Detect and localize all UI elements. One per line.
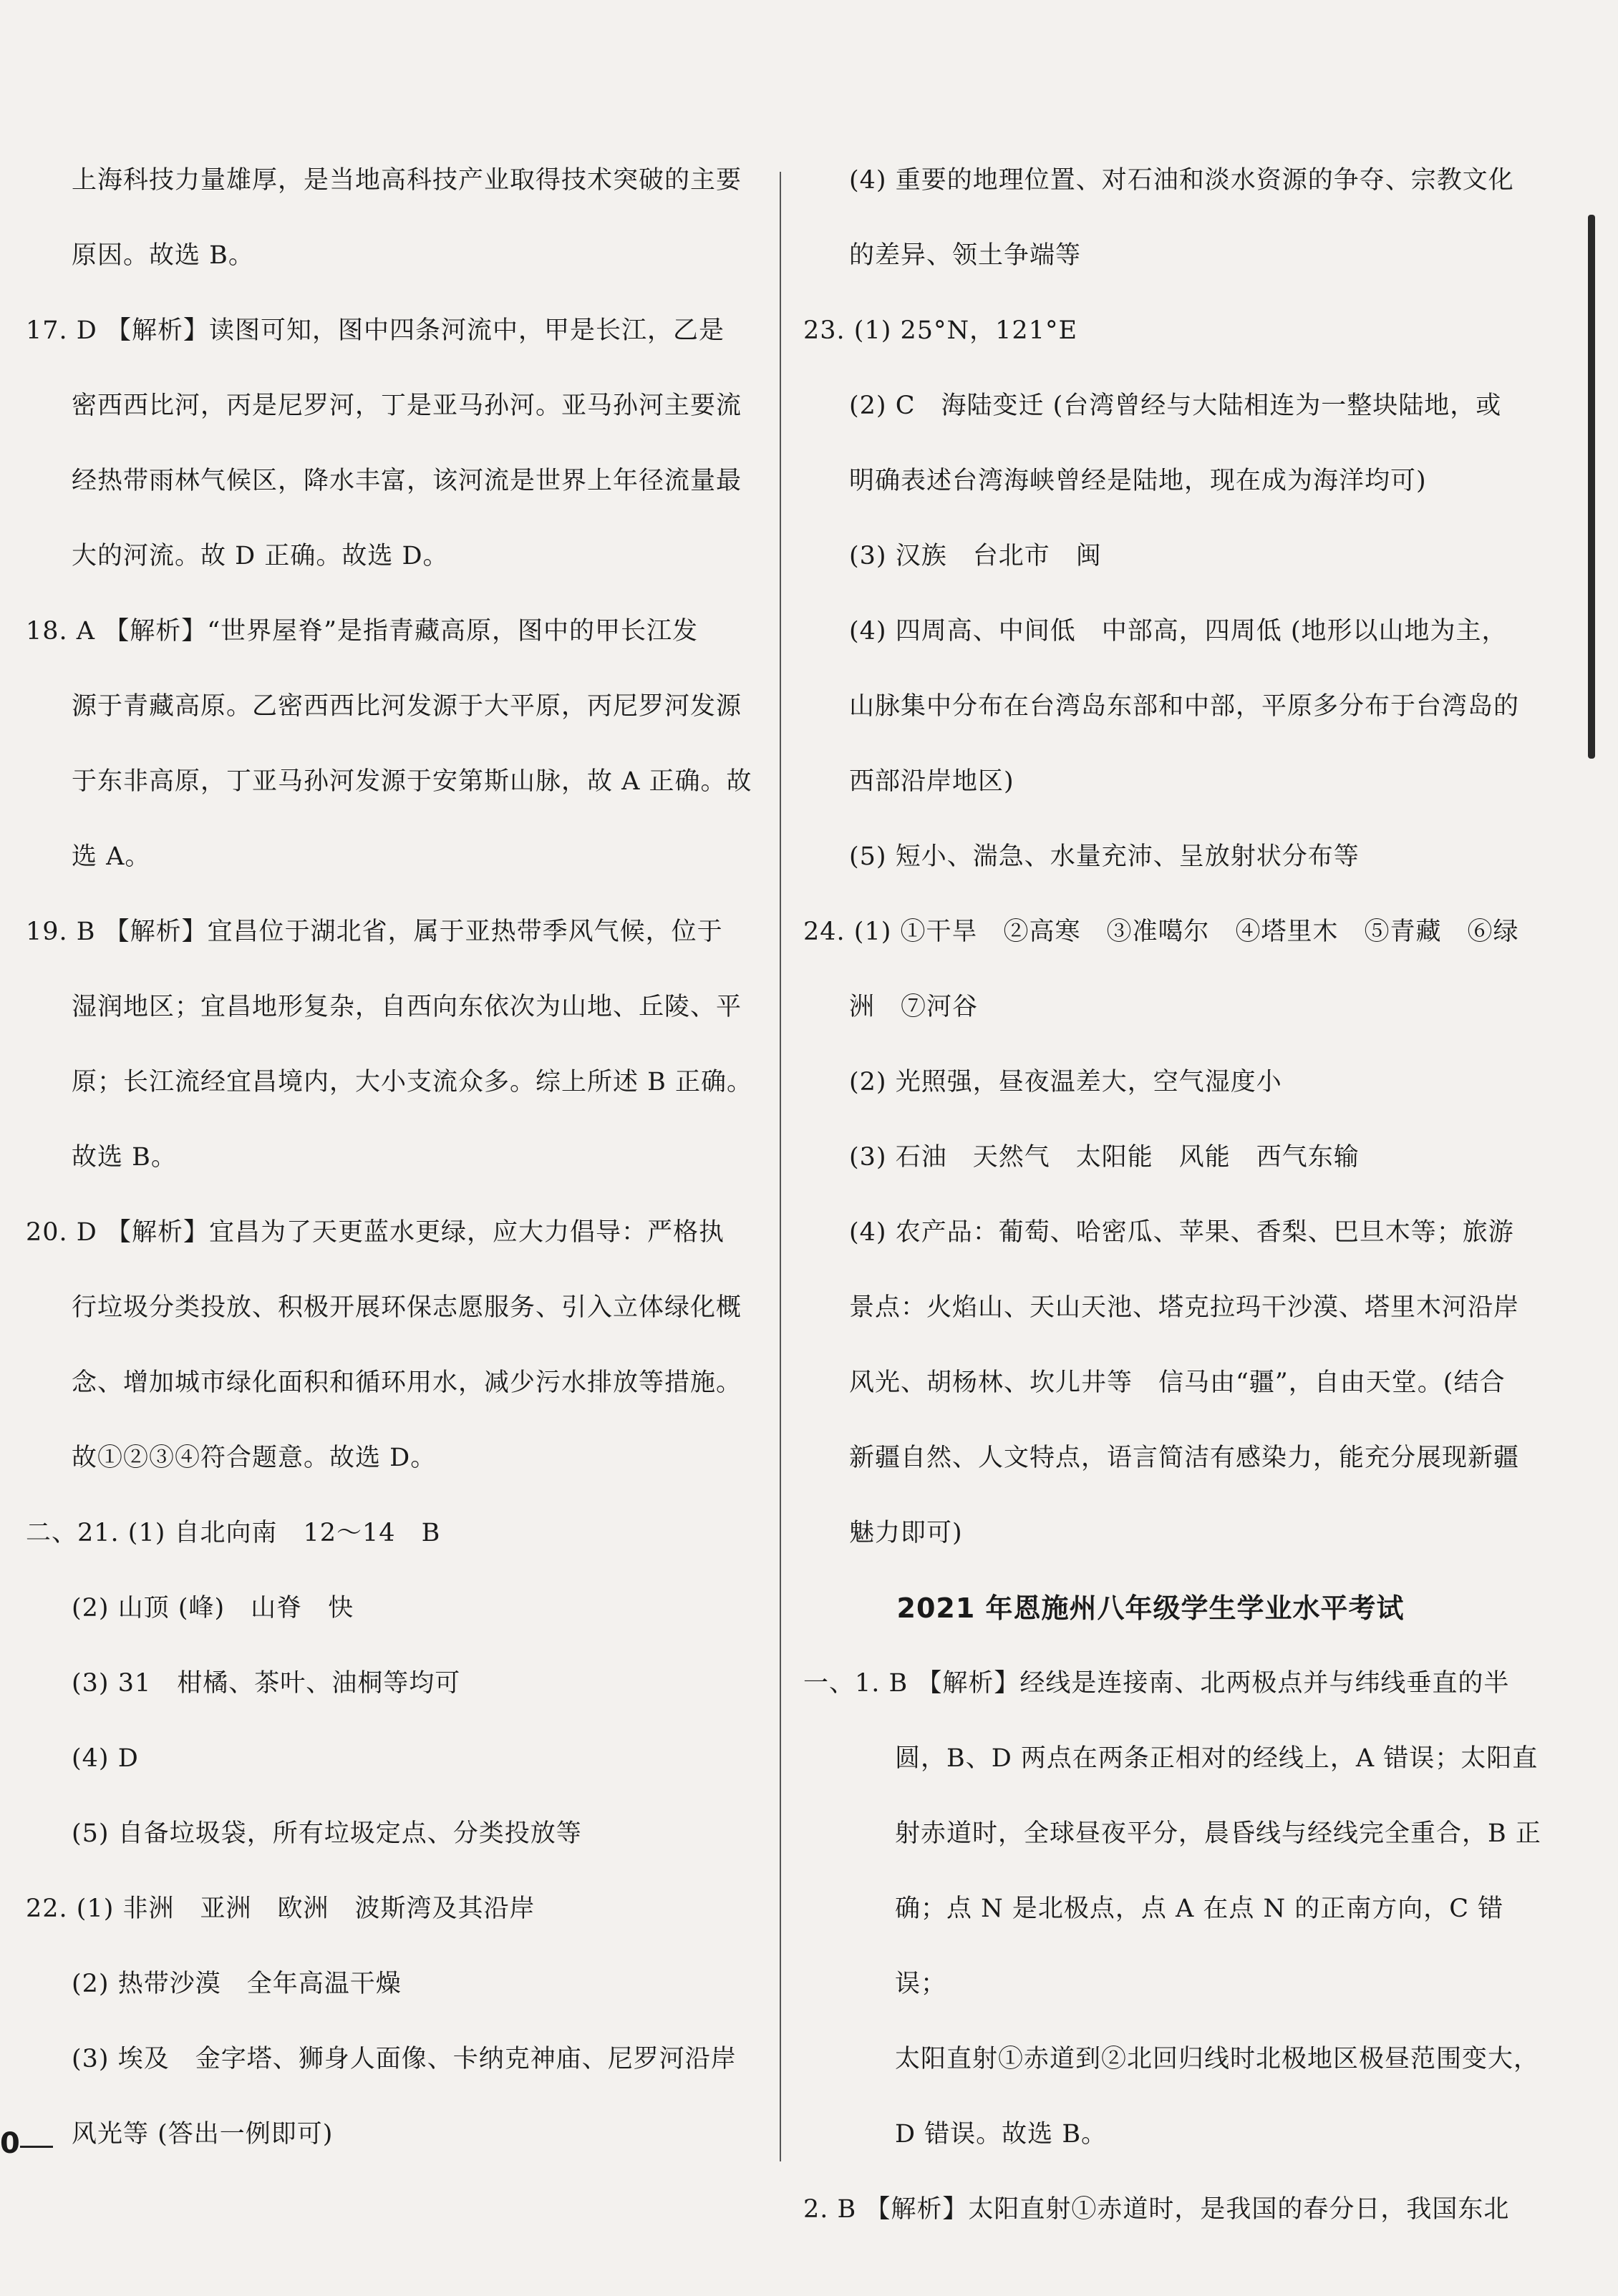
right-line: (4) 农产品：葡萄、哈密瓜、苹果、香梨、巴旦木等；旅游 [849, 1218, 1514, 1247]
left-line: 选 A。 [72, 842, 151, 871]
left-line: 于东非高原，丁亚马孙河发源于安第斯山脉，故 A 正确。故 [72, 767, 752, 796]
left-line: (5) 自备垃圾袋，所有垃圾定点、分类投放等 [72, 1819, 582, 1848]
right-line: 圆，B、D 两点在两条正相对的经线上，A 错误；太阳直 [895, 1744, 1539, 1773]
right-line: 风光、胡杨林、坎儿井等 信马由“疆”，自由天堂。(结合 [849, 1368, 1506, 1397]
right-line: 山脉集中分布在台湾岛东部和中部，平原多分布于台湾岛的 [849, 692, 1520, 721]
answer-17: 17. D 【解析】读图可知，图中四条河流中，甲是长江，乙是 [26, 316, 725, 345]
answer-23: 23. (1) 25°N，121°E [803, 316, 1078, 345]
left-line: 原因。故选 B。 [72, 241, 254, 270]
answer-24: 24. (1) ①干旱 ②高寒 ③准噶尔 ④塔里木 ⑤青藏 ⑥绿 [803, 918, 1519, 946]
right-line: (4) 四周高、中间低 中部高，四周低 (地形以山地为主， [849, 617, 1508, 646]
right-line: (2) C 海陆变迁 (台湾曾经与大陆相连为一整块陆地，或 [849, 391, 1502, 420]
right-line: 射赤道时，全球昼夜平分，晨昏线与经线完全重合，B 正 [895, 1819, 1541, 1848]
left-line: 湿润地区；宜昌地形复杂，自西向东依次为山地、丘陵、平 [72, 993, 742, 1021]
left-line: 行垃圾分类投放、积极开展环保志愿服务、引入立体绿化概 [72, 1293, 742, 1322]
answer-18: 18. A 【解析】“世界屋脊”是指青藏高原，图中的甲长江发 [26, 617, 698, 646]
right-line: 魅力即可) [849, 1519, 963, 1547]
left-line: 故选 B。 [72, 1143, 177, 1172]
binding-edge-mark [1588, 215, 1595, 759]
answer-19: 19. B 【解析】宜昌位于湖北省，属于亚热带季风气候，位于 [26, 918, 723, 946]
right-line: 洲 ⑦河谷 [849, 993, 979, 1021]
page-number-dash [20, 2146, 53, 2148]
left-line: (4) D [72, 1744, 139, 1773]
section-title: 2021 年恩施州八年级学生学业水平考试 [896, 1592, 1405, 1624]
right-line: 西部沿岸地区) [849, 767, 1014, 796]
left-line: (2) 山顶 (峰) 山脊 快 [72, 1594, 354, 1623]
answer-21: 二、21. (1) 自北向南 12～14 B [26, 1519, 441, 1547]
right-line: 确；点 N 是北极点，点 A 在点 N 的正南方向，C 错误； [895, 1894, 1504, 1998]
answer-22: 22. (1) 非洲 亚洲 欧洲 波斯湾及其沿岸 [26, 1894, 536, 1923]
left-line: 上海科技力量雄厚，是当地高科技产业取得技术突破的主要 [72, 166, 742, 195]
page-number: 0 [0, 2127, 20, 2160]
left-line: (3) 埃及 金字塔、狮身人面像、卡纳克神庙、尼罗河沿岸 [72, 2045, 737, 2073]
left-line: 风光等 (答出一例即可) [72, 2120, 334, 2149]
left-line: 故①②③④符合题意。故选 D。 [72, 1444, 437, 1472]
left-line: 原；长江流经宜昌境内，大小支流众多。综上所述 B 正确。 [72, 1068, 752, 1096]
right-line: (3) 石油 天然气 太阳能 风能 西气东输 [849, 1143, 1360, 1172]
left-line: (3) 31 柑橘、茶叶、油桐等均可 [72, 1669, 461, 1698]
left-column [26, 143, 763, 2172]
left-line: 大的河流。故 D 正确。故选 D。 [72, 542, 449, 570]
right-column [803, 143, 1548, 2247]
answer-1: 一、1. B 【解析】经线是连接南、北两极点并与纬线垂直的半 [803, 1669, 1510, 1698]
left-line: 源于青藏高原。乙密西西比河发源于大平原，丙尼罗河发源 [72, 692, 742, 721]
right-line: (5) 短小、湍急、水量充沛、呈放射状分布等 [849, 842, 1360, 871]
right-line: (4) 重要的地理位置、对石油和淡水资源的争夺、宗教文化 [849, 166, 1514, 195]
answer-20: 20. D 【解析】宜昌为了天更蓝水更绿，应大力倡导：严格执 [26, 1218, 725, 1247]
left-line: 念、增加城市绿化面积和循环用水，减少污水排放等措施。 [72, 1368, 742, 1397]
left-line: (2) 热带沙漠 全年高温干燥 [72, 1970, 402, 1998]
right-line: D 错误。故选 B。 [895, 2120, 1108, 2149]
right-line: 的差异、领土争端等 [849, 241, 1082, 270]
right-line: (2) 光照强，昼夜温差大，空气湿度小 [849, 1068, 1282, 1096]
right-line: 明确表述台湾海峡曾经是陆地，现在成为海洋均可) [849, 467, 1427, 495]
left-line: 密西西比河，丙是尼罗河，丁是亚马孙河。亚马孙河主要流 [72, 391, 742, 420]
right-line: (3) 汉族 台北市 闽 [849, 542, 1102, 570]
answer-2: 2. B 【解析】太阳直射①赤道时，是我国的春分日，我国东北 [803, 2195, 1510, 2224]
column-divider [780, 172, 781, 2161]
right-line: 太阳直射①赤道到②北回归线时北极地区极昼范围变大， [895, 2045, 1540, 2073]
right-line: 新疆自然、人文特点，语言简洁有感染力，能充分展现新疆 [849, 1444, 1520, 1472]
right-line: 景点：火焰山、天山天池、塔克拉玛干沙漠、塔里木河沿岸 [849, 1293, 1520, 1322]
left-line: 经热带雨林气候区，降水丰富，该河流是世界上年径流量最 [72, 467, 742, 495]
